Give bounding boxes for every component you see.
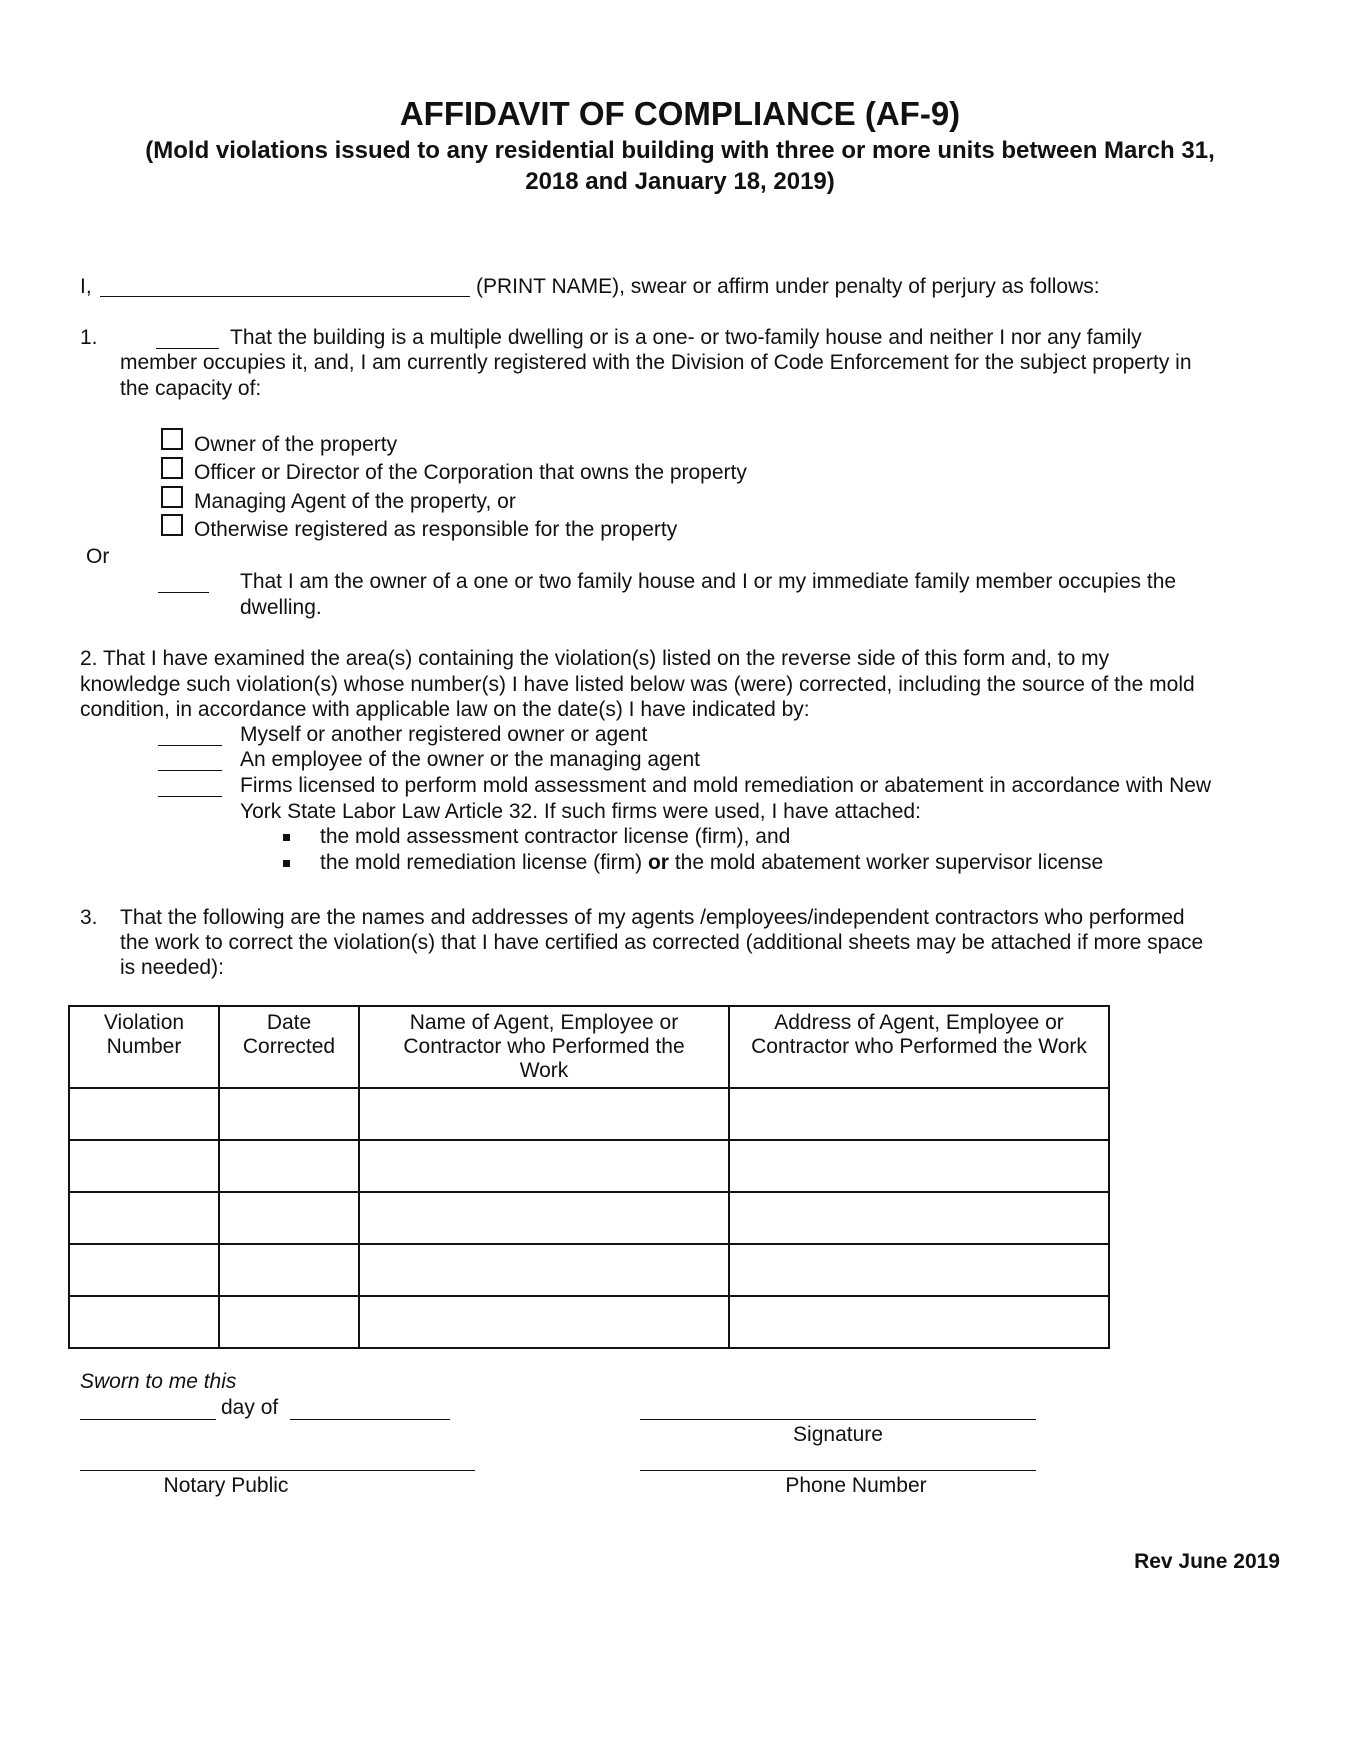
table-cell[interactable] [729,1192,1109,1244]
option-firms-line2: York State Labor Law Article 32. If such firms were used, I have attached: [240,800,921,823]
option-firms: Firms licensed to perform mold assessment and mold remediation or abatement in accordance with New [240,774,1212,797]
table-cell[interactable] [219,1088,359,1140]
header-violation-number [69,1006,219,1088]
option-officer: Officer or Director of the Corporation that owns the property [194,461,747,484]
table-cell[interactable] [69,1296,219,1348]
self-check-blank[interactable] [158,745,222,746]
header-text: Contractor who Performed the [403,1035,685,1058]
header-text: Number [106,1035,182,1058]
bullet-marker [283,834,290,841]
bullet-marker [283,860,290,867]
section1-number: 1. [80,326,98,349]
owner-checkbox[interactable] [161,428,183,450]
option-owner: Owner of the property [194,433,398,456]
section1-line3: the capacity of: [120,377,262,400]
header-text: Violation [103,1011,185,1034]
intro-prefix: I, [80,275,92,298]
section1-line2: member occupies it, and, I am currently registered with the Division of Code Enforcement for the subject property in [120,351,1192,374]
intro-suffix: (PRINT NAME), swear or affirm under penalty of perjury as follows: [476,275,1100,298]
table-cell[interactable] [219,1296,359,1348]
table-cell[interactable] [729,1140,1109,1192]
bullet-remediation-text: the mold remediation license (firm) [320,851,643,874]
table-cell[interactable] [359,1296,729,1348]
section3-line3: is needed): [120,956,224,979]
day-of-label: day of [221,1396,279,1419]
officer-checkbox[interactable] [161,457,183,479]
table-cell[interactable] [729,1296,1109,1348]
header-address-of-agent [729,1006,1109,1088]
or-label: Or [86,545,110,568]
section2-line1: 2. That I have examined the area(s) containing the violation(s) listed on the reverse side of this form and, to my [80,647,1110,670]
employee-check-blank[interactable] [158,770,222,771]
table-cell[interactable] [69,1192,219,1244]
header-name-of-agent [359,1006,729,1088]
header-text: Contractor who Performed the Work [751,1035,1087,1058]
table-cell[interactable] [69,1140,219,1192]
notary-label: Notary Public [163,1474,289,1497]
otherwise-registered-checkbox[interactable] [161,514,183,536]
document-title: AFFIDAVIT OF COMPLIANCE (AF-9) [399,95,961,132]
header-text: Work [519,1059,569,1082]
table-row [69,1088,1109,1140]
table-row [69,1296,1109,1348]
sworn-day-field[interactable] [80,1419,216,1420]
table-cell[interactable] [219,1244,359,1296]
option-self: Myself or another registered owner or agent [240,723,648,746]
notary-field[interactable] [80,1470,475,1471]
bullet-assessment-license: the mold assessment contractor license (firm), and [320,825,791,848]
table-cell[interactable] [359,1140,729,1192]
option-employee: An employee of the owner or the managing agent [240,748,700,771]
option-otherwise-registered: Otherwise registered as responsible for the property [194,518,678,541]
section2-line2: knowledge such violation(s) whose number(s) I have listed below was (were) corrected, including the source of the mold [80,673,1195,696]
section1-alt-line1: That I am the owner of a one or two family house and I or my immediate family member occupies the [240,570,1177,593]
header-text: Corrected [242,1035,336,1058]
option-managing-agent: Managing Agent of the property, or [194,490,516,513]
managing-agent-checkbox[interactable] [161,486,183,508]
bullet-remediation-license [320,851,1103,875]
section3-line2: the work to correct the violation(s) that I have certified as corrected (additional sheets may be attached if more space [120,931,1204,954]
phone-number-field[interactable] [640,1470,1036,1471]
table-cell[interactable] [729,1244,1109,1296]
header-text: Address of Agent, Employee or [774,1011,1064,1034]
table-header-row [69,1006,1109,1088]
table-row [69,1192,1109,1244]
table-cell[interactable] [219,1192,359,1244]
section3-line1: That the following are the names and addresses of my agents /employees/independent contractors who performed [120,906,1185,929]
revision-label: Rev June 2019 [1134,1550,1280,1573]
document-subtitle-line1: (Mold violations issued to any residential building with three or more units between March 31, [145,137,1215,164]
table-cell[interactable] [359,1088,729,1140]
section1-line1: That the building is a multiple dwelling or is a one- or two-family house and neither I nor any family [230,326,1142,349]
print-name-field[interactable] [100,296,470,297]
header-date-corrected [219,1006,359,1088]
section1-alt-check-blank[interactable] [158,592,209,593]
table-cell[interactable] [729,1088,1109,1140]
header-text: Name of Agent, Employee or [409,1011,679,1034]
section2-line3: condition, in accordance with applicable law on the date(s) I have indicated by: [80,698,810,721]
contractors-table [68,1005,1110,1349]
signature-field[interactable] [640,1419,1036,1420]
phone-number-label: Phone Number [785,1474,927,1497]
table-cell[interactable] [359,1192,729,1244]
section1-check-blank[interactable] [156,348,219,349]
signature-label: Signature [793,1423,883,1446]
bullet-or-text: or [647,851,669,874]
table-cell[interactable] [359,1244,729,1296]
section3-number: 3. [80,906,98,929]
table-cell[interactable] [219,1140,359,1192]
sworn-month-field[interactable] [290,1419,450,1420]
document-subtitle-line2: 2018 and January 18, 2019) [525,168,835,195]
section1-alt-line2: dwelling. [240,596,322,619]
table-row [69,1140,1109,1192]
firms-check-blank[interactable] [158,796,222,797]
table-row [69,1244,1109,1296]
bullet-abatement-text: the mold abatement worker supervisor license [674,851,1104,874]
header-text: Date [266,1011,312,1034]
sworn-label: Sworn to me this [80,1370,237,1393]
table-cell[interactable] [69,1088,219,1140]
table-cell[interactable] [69,1244,219,1296]
